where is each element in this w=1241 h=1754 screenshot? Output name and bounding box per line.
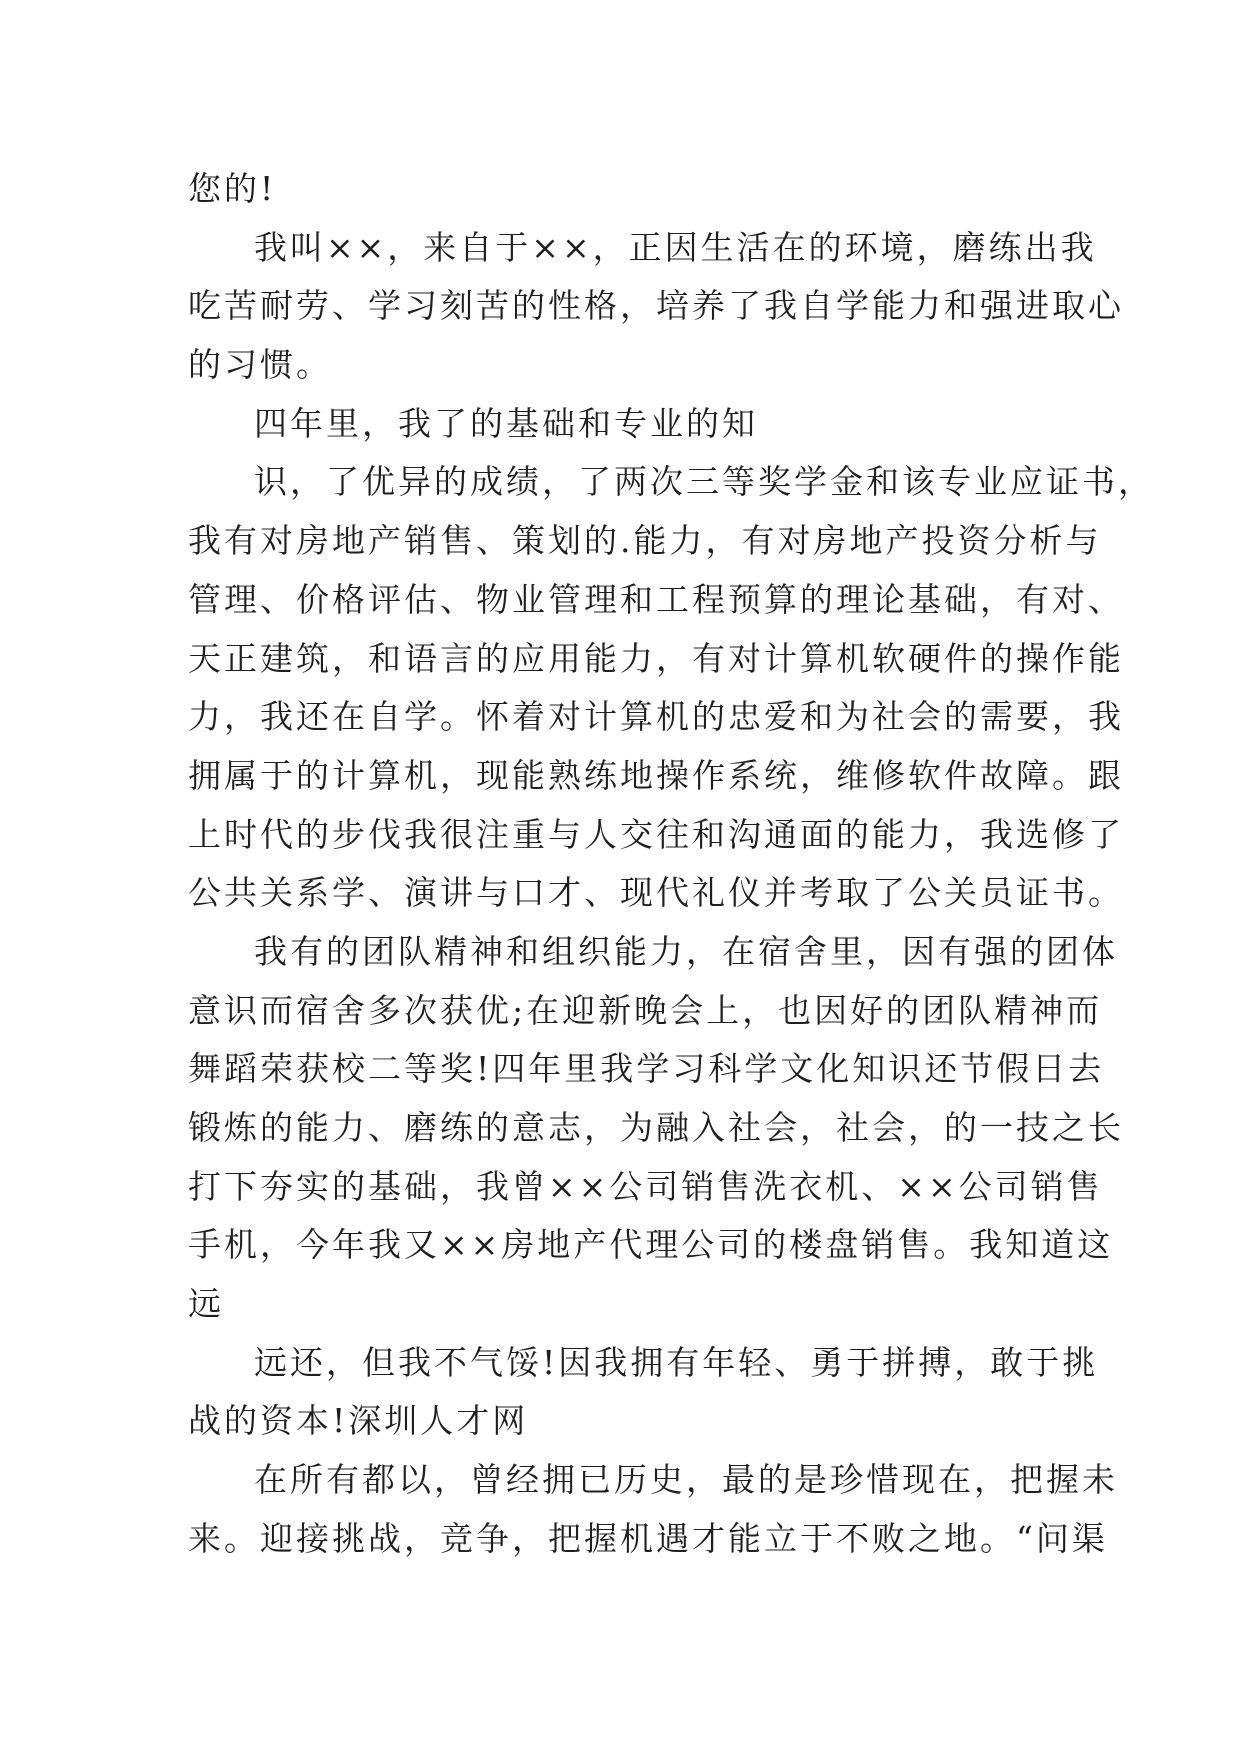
text-line: 拥属于的计算机，现能熟练地操作系统，维修软件故障。跟 [188, 755, 1124, 795]
text-line: 吃苦耐劳、学习刻苦的性格，培养了我自学能力和强进取心 [188, 286, 1124, 326]
text-line: 管理、价格评估、物业管理和工程预算的理论基础，有对、 [188, 579, 1124, 619]
text-line: 远还，但我不气馁!因我拥有年轻、勇于拼搏，敢于挑 [254, 1342, 1099, 1382]
text-line: 意识而宿舍多次获优;在迎新晚会上，也因好的团队精神而 [188, 990, 1103, 1030]
text-line: 的习惯。 [188, 345, 332, 385]
text-line: 战的资本!深圳人才网 [188, 1401, 529, 1441]
text-line: 上时代的步伐我很注重与人交往和沟通面的能力，我选修了 [188, 814, 1124, 854]
text-line: 力，我还在自学。怀着对计算机的忠爱和为社会的需要，我 [188, 697, 1124, 737]
text-line: 远 [188, 1284, 224, 1324]
text-line: 天正建筑，和语言的应用能力，有对计算机软硬件的操作能 [188, 638, 1124, 678]
text-line: 我叫××，来自于××，正因生活在的环境，磨练出我 [254, 227, 1097, 267]
text-line: 锻炼的能力、磨练的意志，为融入社会，社会，的一技之长 [188, 1108, 1124, 1147]
text-line: 在所有都以，曾经拥已历史，最的是珍惜现在，把握未 [254, 1460, 1118, 1500]
text-line: 四年里，我了的基础和专业的知 [254, 403, 758, 443]
document-body [188, 160, 1154, 1569]
text-line: 手机，今年我又××房地产代理公司的楼盘销售。我知道这 [188, 1225, 1114, 1265]
text-line: 来。迎接挑战，竞争，把握机遇才能立于不败之地。“问渠 [188, 1518, 1108, 1558]
text-line: 舞蹈荣获校二等奖!四年里我学习科学文化知识还节假日去 [188, 1049, 1105, 1089]
text-line: 打下夯实的基础，我曾××公司销售洗衣机、××公司销售 [188, 1166, 1103, 1206]
text-line: 我有对房地产销售、策划的.能力，有对房地产投资分析与 [188, 521, 1102, 561]
text-line: 我有的团队精神和组织能力，在宿舍里，因有强的团体 [254, 931, 1118, 971]
text-line: 您的! [188, 169, 277, 208]
text-line: 公共关系学、演讲与口才、现代礼仪并考取了公关员证书。 [188, 873, 1124, 913]
text-line: 识，了优异的成绩，了两次三等奖学金和该专业应证书， [254, 462, 1154, 502]
